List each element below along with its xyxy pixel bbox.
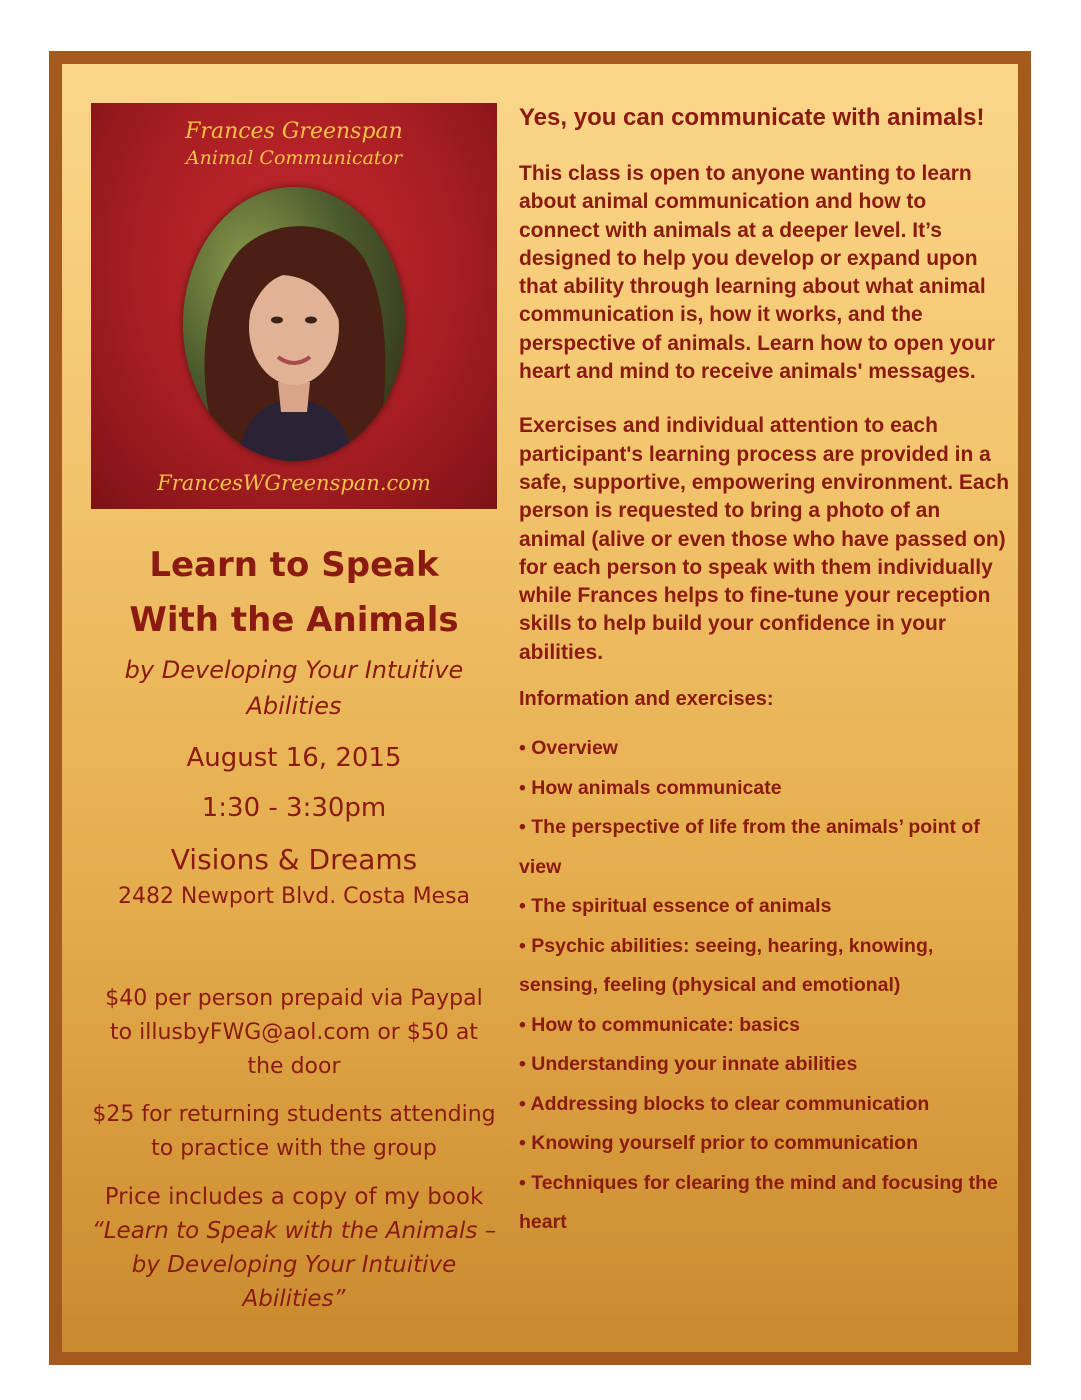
exercise-list [519, 729, 1011, 1243]
class-description [519, 102, 1011, 1243]
price-info: $40 per person prepaid via Paypal to illusbyFWG@aol.com or $50 at the door [105, 986, 483, 1079]
list-item: • How animals communicate [519, 776, 782, 799]
headline: Yes, you can communicate with animals! [519, 104, 985, 131]
photo-card-role: Animal Communicator [185, 147, 403, 169]
portrait-photo [183, 187, 405, 461]
list-item: • The spiritual essence of animals [519, 895, 832, 918]
list-item: • Knowing yourself prior to communication [519, 1132, 919, 1155]
info-heading: Information and exercises: [519, 688, 774, 711]
list-item: • Overview [519, 737, 618, 760]
photo-card-website: FrancesWGreenspan.com [157, 471, 431, 495]
event-title [91, 538, 497, 648]
list-item: • The perspective of life from the animals’ point of view [519, 816, 980, 878]
event-time: 1:30 - 3:30pm [201, 793, 387, 823]
flyer-panel [62, 64, 1018, 1352]
event-subtitle: by Developing Your Intuitive Abilities [124, 656, 464, 720]
list-item: • Psychic abilities: seeing, hearing, knowing, sensing, feeling (physical and emotional) [519, 934, 934, 997]
portrait-illustration [183, 187, 405, 461]
book-prefix: Price includes a copy of my book [104, 1184, 484, 1210]
flyer-border [49, 51, 1031, 1365]
list-item: • Techniques for clearing the mind and focusing the heart [519, 1171, 998, 1234]
event-date: August 16, 2015 [186, 743, 402, 773]
photo-card [91, 103, 497, 509]
book-title: “Learn to Speak with the Animals – by Developing Your Intuitive Abilities” [91, 1218, 497, 1312]
event-address: 2482 Newport Blvd. Costa Mesa [117, 884, 471, 909]
description-paragraph-2: Exercises and individual attention to each participant's learning process are provided in a safe, supportive, empowering environment. Each person is requested to bring a photo of an animal (alive or even those who have passed on) for each person to speak with them individually while Frances helps to fine-tune your reception skills to help build your confidence in your abilities. [519, 414, 1010, 664]
returning-students-price: $25 for returning students attending to practice with the group [92, 1102, 496, 1161]
list-item: • Addressing blocks to clear communication [519, 1092, 930, 1115]
event-details [91, 534, 497, 1316]
event-venue: Visions & Dreams [170, 843, 418, 876]
photo-card-name: Frances Greenspan [185, 119, 403, 144]
list-item: • How to communicate: basics [519, 1013, 800, 1036]
event-title-line1: Learn to Speak [149, 545, 439, 585]
list-item: • Understanding your innate abilities [519, 1053, 858, 1076]
book-info [91, 1180, 497, 1316]
description-paragraph-1: This class is open to anyone wanting to learn about animal communication and how to connect with animals at a deeper level. It’s designed to help you develop or expand upon that ability through learning about what animal communication is, how it works, and the perspective of animals. Learn how to open your heart and mind to receive animals' messages. [519, 162, 996, 384]
event-title-line2: With the Animals [129, 600, 459, 640]
